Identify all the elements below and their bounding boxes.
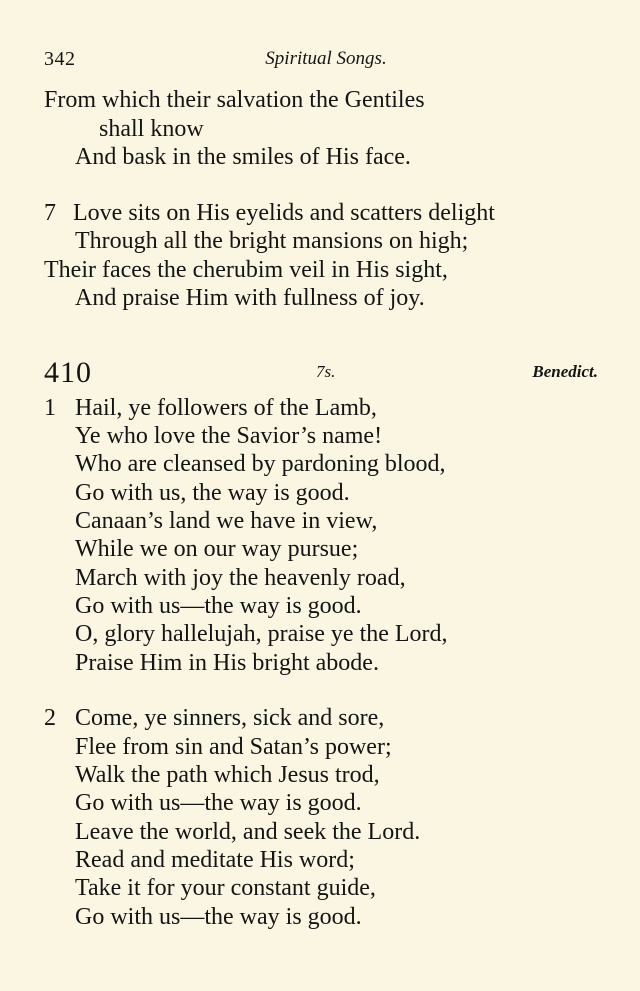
verse-line: O, glory hallelujah, praise ye the Lord, bbox=[75, 621, 448, 647]
verse-line: Come, ye sinners, sick and sore, bbox=[75, 705, 385, 731]
verse-line: From which their salvation the Gentiles bbox=[44, 87, 425, 113]
verse-line: Flee from sin and Satan’s power; bbox=[75, 734, 392, 760]
verse-line: And praise Him with fullness of joy. bbox=[75, 285, 425, 311]
verse-line: Walk the path which Jesus trod, bbox=[75, 762, 380, 788]
verse-line: Canaan’s land we have in view, bbox=[75, 508, 378, 534]
verse-line: While we on our way pursue; bbox=[75, 536, 359, 562]
hymn-number: 410 bbox=[44, 356, 92, 389]
page-number: 342 bbox=[44, 48, 76, 70]
verse-line: Their faces the cherubim veil in His sight, bbox=[44, 257, 448, 283]
verse-line: Hail, ye followers of the Lamb, bbox=[75, 395, 377, 421]
verse-line: Ye who love the Savior’s name! bbox=[75, 423, 383, 449]
verse-number: 2 bbox=[44, 705, 56, 731]
verse-line: shall know bbox=[99, 116, 204, 142]
verse-line: Leave the world, and seek the Lord. bbox=[75, 819, 421, 845]
verse-line: March with joy the heavenly road, bbox=[75, 565, 406, 591]
verse-line: Praise Him in His bright abode. bbox=[75, 650, 379, 676]
verse-line: Who are cleansed by pardoning blood, bbox=[75, 451, 446, 477]
verse-number: 7 bbox=[44, 200, 56, 226]
verse-number: 1 bbox=[44, 395, 56, 421]
verse-line: Love sits on His eyelids and scatters delight bbox=[73, 200, 495, 226]
running-title: Spiritual Songs. bbox=[265, 48, 387, 69]
verse-line: Take it for your constant guide, bbox=[75, 875, 376, 901]
verse-line: Go with us, the way is good. bbox=[75, 480, 350, 506]
verse-line: Go with us—the way is good. bbox=[75, 904, 362, 930]
verse-line: Go with us—the way is good. bbox=[75, 593, 362, 619]
verse-line: Read and meditate His word; bbox=[75, 847, 355, 873]
hymn-meter: 7s. bbox=[316, 362, 336, 381]
page-header bbox=[44, 46, 598, 74]
verse-line: And bask in the smiles of His face. bbox=[75, 144, 411, 170]
verse-line: Through all the bright mansions on high; bbox=[75, 228, 469, 254]
verse-line: Go with us—the way is good. bbox=[75, 790, 362, 816]
tune-name: Benedict. bbox=[532, 362, 598, 381]
